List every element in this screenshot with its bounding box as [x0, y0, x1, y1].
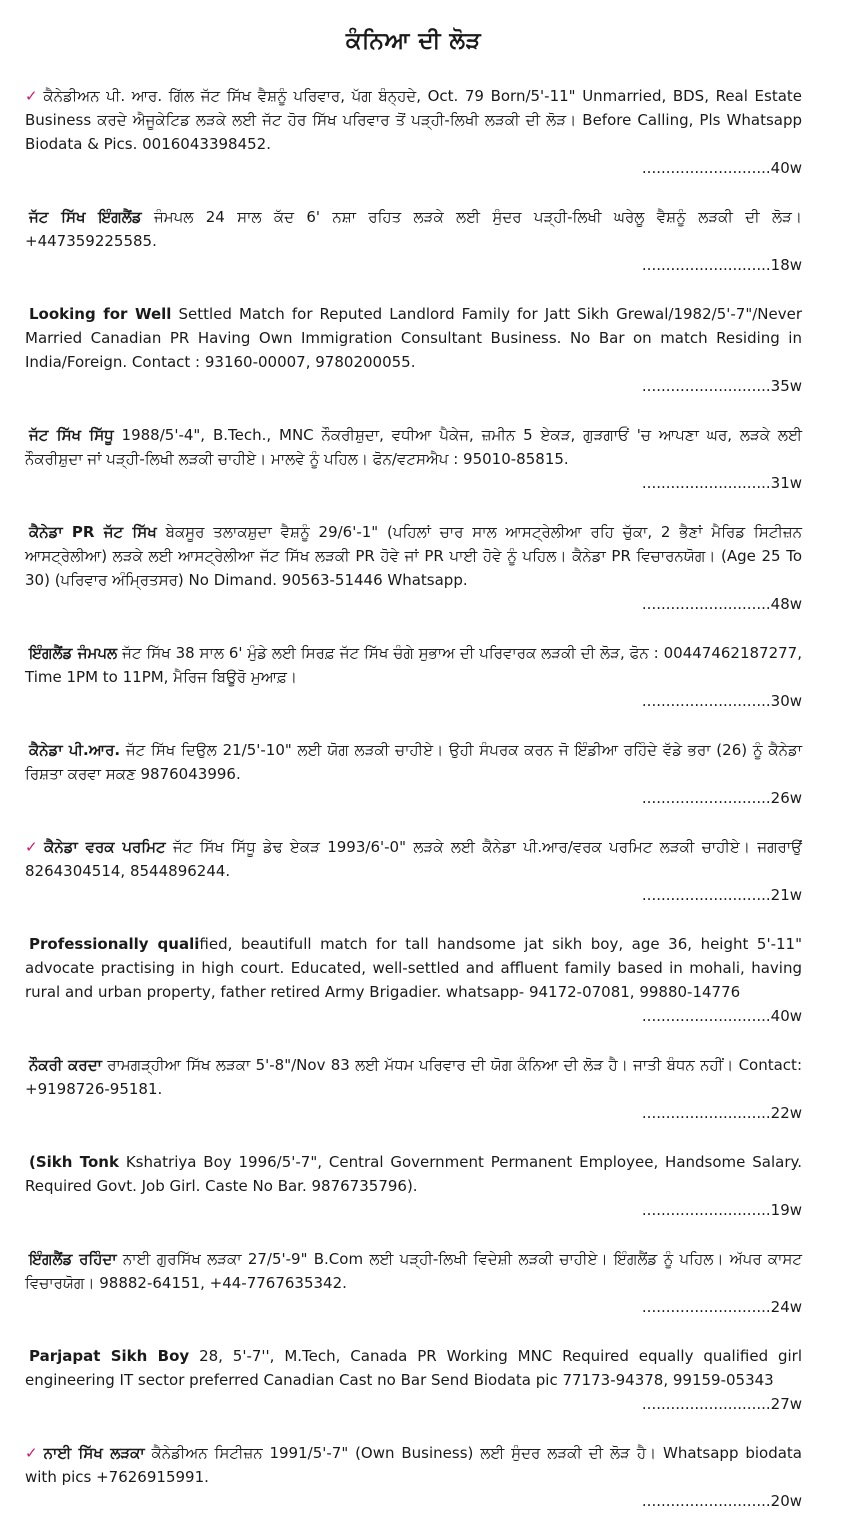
ad-text: ਨਾਈ ਗੁਰਸਿੱਖ ਲੜਕਾ 27/5'-9" B.Com ਲਈ ਪੜ੍ਹੀ-ਲਿਖੀ ਵਿਦੇਸ਼ੀ ਲੜਕੀ ਚਾਹੀਏ। ਇੰਗਲੈਂਡ ਨੂੰ ਪਹਿਲ। ਅੱਪਰ ਕਾਸਟ ਵਿਚਾਰਯੋਗ। 98882-64151, +44-7767635342. — [25, 1250, 803, 1292]
classified-ad — [25, 84, 802, 180]
ad-text: 1988/5'-4", B.Tech., MNC ਨੌਕਰੀਸ਼ੁਦਾ, ਵਧੀਆ ਪੈਕੇਜ, ਜ਼ਮੀਨ 5 ਏਕੜ, ਗੁੜਗਾਓਂ 'ਚ ਆਪਣਾ ਘਰ, ਲੜਕੇ ਲਈ ਨੌਕਰੀਸ਼ੁਦਾ ਜਾਂ ਪੜ੍ਹੀ-ਲਿਖੀ ਲੜਕੀ ਚਾਹੀਏ। ਮਾਲਵੇ ਨੂੰ ਪਹਿਲ। ਫੋਨ/ਵਟਸਐਪ : 95010-85815. — [25, 426, 802, 468]
ad-text: ਜੱਟ ਸਿੱਖ 38 ਸਾਲ 6' ਮੁੰਡੇ ਲਈ ਸਿਰਫ਼ ਜੱਟ ਸਿੱਖ ਚੰਗੇ ਸੁਭਾਅ ਦੀ ਪਰਿਵਾਰਕ ਲੜਕੀ ਦੀ ਲੋੜ, ਫੋਨ : 00447462187277, Time 1PM to 11PM, ਮੈਰਿਜ ਬਿਊਰੋ ਮੁਆਫ਼। — [25, 644, 802, 686]
ad-reference: ...........................40w — [641, 1007, 802, 1025]
ad-text: ਜੰਮਪਲ 24 ਸਾਲ ਕੱਦ 6' ਨਸ਼ਾ ਰਹਿਤ ਲੜਕੇ ਲਈ ਸੁੰਦਰ ਪੜ੍ਹੀ-ਲਿਖੀ ਘਰੇਲੂ ਵੈਸ਼ਨੂੰ ਲੜਕੀ ਦੀ ਲੋੜ। +447359225585. — [25, 208, 802, 250]
ad-text: ਰਾਮਗੜ੍ਹੀਆ ਸਿੱਖ ਲੜਕਾ 5'-8"/Nov 83 ਲਈ ਮੱਧਮ ਪਰਿਵਾਰ ਦੀ ਯੋਗ ਕੰਨਿਆ ਦੀ ਲੋੜ ਹੈ। ਜਾਤੀ ਬੰਧਨ ਨਹੀਂ। Contact: +9198726-95181. — [25, 1056, 802, 1098]
ad-text: 28, 5'-7'', M.Tech, Canada PR Working MNC Required equally qualified girl engineering IT sector preferred Canadian Cast no Bar Send Biodata pic 77173-94378, 99159-05343 — [25, 1347, 802, 1389]
ad-reference: ...........................40w — [641, 159, 802, 177]
ad-lead: ਕੈਨੇਡਾ ਪੀ.ਆਰ. — [29, 741, 121, 759]
classified-ad — [25, 423, 802, 495]
ad-text: ਬੇਕਸੂਰ ਤਲਾਕਸ਼ੁਦਾ ਵੈਸ਼ਨੂੰ 29/6'-1" (ਪਹਿਲਾਂ ਚਾਰ ਸਾਲ ਆਸਟ੍ਰੇਲੀਆ ਰਹਿ ਚੁੱਕਾ, 2 ਭੈਣਾਂ ਮੈਰਿਡ ਸਿਟੀਜ਼ਨ ਆਸਟ੍ਰੇਲੀਆ) ਲੜਕੇ ਲਈ ਆਸਟ੍ਰੇਲੀਆ ਜੱਟ ਸਿੱਖ ਲੜਕੀ PR ਹੋਵੇ ਜਾਂ PR ਪਾਈ ਹੋਵੇ ਨੂੰ ਪਹਿਲ। ਕੈਨੇਡਾ PR ਵਿਚਾਰਨਯੋਗ। (Age 25 To 30) (ਪਰਿਵਾਰ ਅੰਮ੍ਰਿਤਸਰ) No Dimand. 90563-51446 Whatsapp. — [25, 523, 802, 589]
ad-reference: ...........................21w — [641, 886, 802, 904]
ad-lead: Professionally quali — [29, 935, 200, 953]
classified-ad — [25, 1441, 802, 1513]
ad-lead: Parjapat Sikh Boy — [29, 1347, 190, 1365]
ad-lead: ਕੈਨੇਡਾ ਵਰਕ ਪਰਮਿਟ — [44, 838, 166, 856]
ad-text: ਜੱਟ ਸਿੱਖ ਸਿੱਧੂ ਡੇਢ ਏਕੜ 1993/6'-0" ਲੜਕੇ ਲਈ ਕੈਨੇਡਾ ਪੀ.ਆਰ/ਵਰਕ ਪਰਮਿਟ ਲੜਕੀ ਚਾਹੀਏ। ਜਗਰਾਉਂ 8264304514, 8544896244. — [25, 838, 802, 880]
classified-ad — [25, 641, 802, 713]
classified-ad — [25, 520, 802, 616]
ad-reference: ...........................20w — [641, 1492, 802, 1510]
ad-reference: ...........................27w — [641, 1395, 802, 1413]
checkmark-icon: ✓ — [25, 87, 40, 105]
ad-text: Kshatriya Boy 1996/5'-7", Central Government Permanent Employee, Handsome Salary. Required Govt. Job Girl. Caste No Bar. 9876735796). — [25, 1153, 802, 1195]
ad-lead: ਜੱਟ ਸਿੱਖ ਸਿੱਧੂ — [29, 426, 114, 444]
ad-text: fied, beautifull match for tall handsome jat sikh boy, age 36, height 5'-11" advocate practising in high court. Educated, well-settled and affluent family based in mohali, having rural and urban property, father retired Army Brigadier. whatsapp- 94172-07081, 99880-14776 — [25, 935, 802, 1001]
ads-list — [25, 84, 802, 1513]
classified-ad — [25, 835, 802, 907]
ad-text: ਜੱਟ ਸਿੱਖ ਦਿਉਲ 21/5'-10" ਲਈ ਯੋਗ ਲੜਕੀ ਚਾਹੀਏ। ਉਹੀ ਸੰਪਰਕ ਕਰਨ ਜੋ ਇੰਡੀਆ ਰਹਿੰਦੇ ਵੱਡੇ ਭਰਾ (26) ਨੂੰ ਕੈਨੇਡਾ ਰਿਸ਼ਤਾ ਕਰਵਾ ਸਕਣ 9876043996. — [25, 741, 802, 783]
classified-ad — [25, 1344, 802, 1416]
ad-lead: ਕੈਨੇਡਾ PR ਜੱਟ ਸਿੱਖ — [29, 523, 157, 541]
ad-text: ਕੈਨੇਡੀਅਨ ਪੀ. ਆਰ. ਗਿੱਲ ਜੱਟ ਸਿੱਖ ਵੈਸ਼ਨੂੰ ਪਰਿਵਾਰ, ਪੱਗ ਬੰਨ੍ਹਦੇ, Oct. 79 Born/5'-11" Unmarried, BDS, Real Estate Business ਕਰਦੇ ਐਜੂਕੇਟਿਡ ਲੜਕੇ ਲਈ ਜੱਟ ਹੋਰ ਸਿੱਖ ਪਰਿਵਾਰ ਤੋਂ ਪੜ੍ਹੀ-ਲਿਖੀ ਲੜਕੀ ਦੀ ਲੋੜ। Before Calling, Pls Whatsapp Biodata & Pics. 0016043398452. — [25, 87, 802, 153]
checkmark-icon: ✓ — [25, 1444, 40, 1462]
ad-reference: ...........................30w — [641, 692, 802, 710]
ad-reference: ...........................24w — [641, 1298, 802, 1316]
ad-lead: ਨੌਕਰੀ ਕਰਦਾ — [29, 1056, 102, 1074]
classified-ad — [25, 302, 802, 398]
classified-ad — [25, 205, 802, 277]
ad-lead: ਨਾਈ ਸਿੱਖ ਲੜਕਾ — [43, 1444, 145, 1462]
page-title: ਕੰਨਿਆ ਦੀ ਲੋੜ — [345, 28, 482, 54]
ad-lead: ਇੰਗਲੈਂਡ ਰਹਿੰਦਾ — [29, 1250, 117, 1268]
ad-text: ਕੈਨੇਡੀਅਨ ਸਿਟੀਜ਼ਨ 1991/5'-7" (Own Business) ਲਈ ਸੁੰਦਰ ਲੜਕੀ ਦੀ ਲੋੜ ਹੈ। Whatsapp biodata with pics +7626915991. — [25, 1444, 802, 1486]
ad-lead: (Sikh Tonk — [29, 1153, 119, 1171]
ad-lead: ਜੱਟ ਸਿੱਖ ਇੰਗਲੈਂਡ — [29, 208, 142, 226]
ad-reference: ...........................22w — [641, 1104, 802, 1122]
ad-lead: ਇੰਗਲੈਂਡ ਜੰਮਪਲ — [29, 644, 118, 662]
ad-reference: ...........................19w — [641, 1201, 802, 1219]
ad-reference: ...........................48w — [641, 595, 802, 613]
ad-reference: ...........................31w — [641, 474, 802, 492]
classified-ad — [25, 932, 802, 1028]
classified-ad — [25, 738, 802, 810]
classified-ad — [25, 1150, 802, 1222]
ad-text: Settled Match for Reputed Landlord Family for Jatt Sikh Grewal/1982/5'-7"/Never Married Canadian PR Having Own Immigration Consultant Business. No Bar on match Residing in India/Foreign. Contact : 93160-00007, 9780200055. — [25, 305, 802, 371]
ad-reference: ...........................18w — [641, 256, 802, 274]
ad-reference: ...........................26w — [641, 789, 802, 807]
classified-ad — [25, 1053, 802, 1125]
ad-reference: ...........................35w — [641, 377, 802, 395]
checkmark-icon: ✓ — [25, 838, 41, 856]
ad-lead: Looking for Well — [29, 305, 172, 323]
